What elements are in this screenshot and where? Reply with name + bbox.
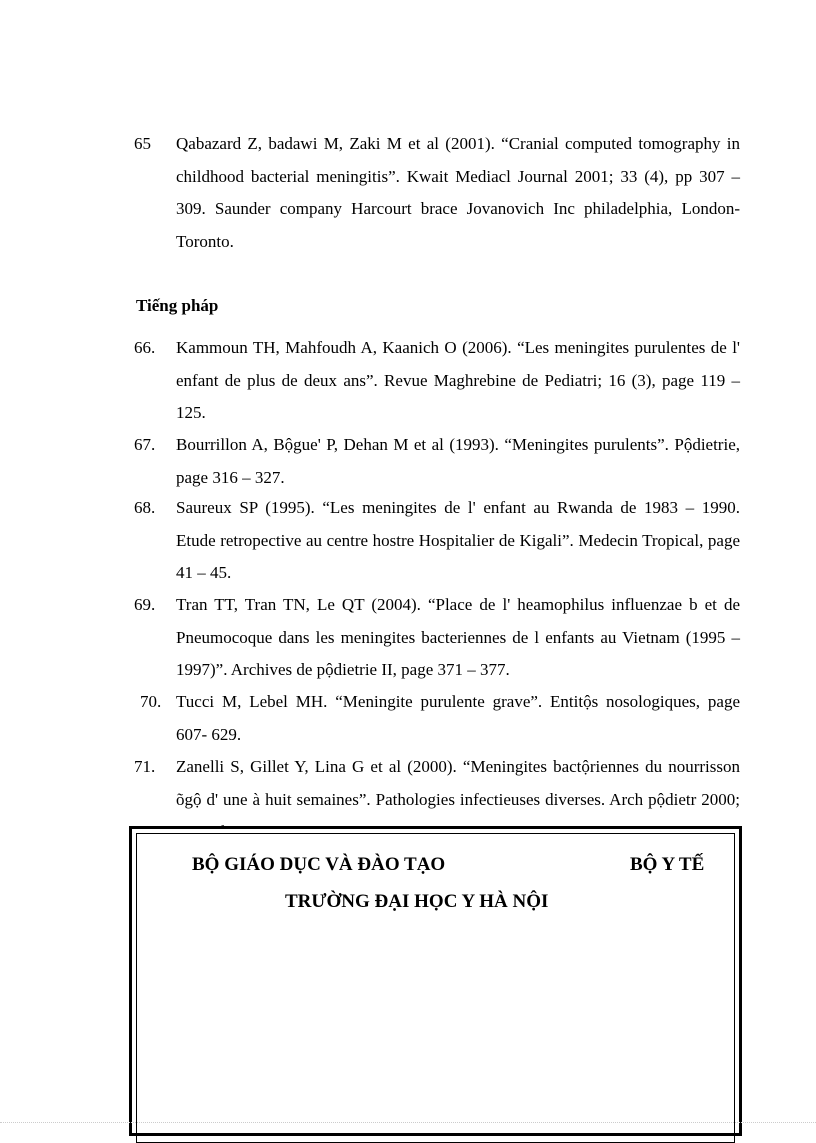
cover-page-frame [129,826,742,1136]
reference-number: 67. [134,435,156,454]
reference-item [134,429,740,494]
reference-text: Tucci M, Lebel MH. “Meningite purulente grave”. Entitộs nosologiques, page 607- 629. [176,692,740,744]
ministry-of-health-label: BỘ Y TẾ [630,854,705,875]
reference-text: Bourrillon A, Bộgue' P, Dehan M et al (1993). “Meningites purulents”. Pộdietrie, page 316 – 327. [176,435,740,487]
reference-text: Zanelli S, Gillet Y, Lina G et al (2000). “Meningites bactộriennes du nourrisson õgộ d' une à huit semaines”. Pathologies infectieuses diverses. Arch pộdietr 2000; [176,757,740,809]
reference-item [134,589,740,687]
section-heading: Tiếng pháp [136,296,219,315]
reference-item [134,128,740,258]
ministry-of-education-label: BỘ GIÁO DỤC VÀ ĐÀO TẠO [192,854,446,875]
reference-text: Qabazard Z, badawi M, Zaki M et al (2001). “Cranial computed tomography in childhood bacterial meningitis”. Kwait Mediacl Journal 2001; 33 (4), pp 307 – 309. Saunder company Harcourt brace Jovanovich Inc philadelphia, London- Toronto. [176,134,740,251]
reference-text: Tran TT, Tran TN, Le QT (2004). “Place de l' heamophilus influenzae b et de Pneumocoque dans les meningites bacteriennes de l enfants au Vietnam (1995 – 1997)”. Archives de pộdietrie II, page 371 – 377. [176,595,740,679]
reference-item [134,332,740,430]
university-name: TRƯỜNG ĐẠI HỌC Y HÀ NỘI [285,891,549,912]
reference-text: Saureux SP (1995). “Les meningites de l' enfant au Rwanda de 1983 – 1990. Etude retropective au centre hostre Hospitalier de Kigali”. Medecin Tropical, page 41 – 45. [176,498,740,582]
reference-item [134,686,740,751]
reference-number: 68. [134,498,156,517]
reference-number: 66. [134,338,156,357]
reference-number: 70. [140,692,162,711]
reference-number: 69. [134,595,156,614]
reference-text: Kammoun TH, Mahfoudh A, Kaanich O (2006). “Les meningites purulentes de l' enfant de plus de deux ans”. Revue Maghrebine de Pediatri; 16 (3), page 119 – 125. [176,338,740,422]
reference-number: 71. [134,757,156,776]
cover-page-inner-border [136,833,735,1143]
reference-number: 65 [134,134,151,153]
reference-item [134,492,740,590]
